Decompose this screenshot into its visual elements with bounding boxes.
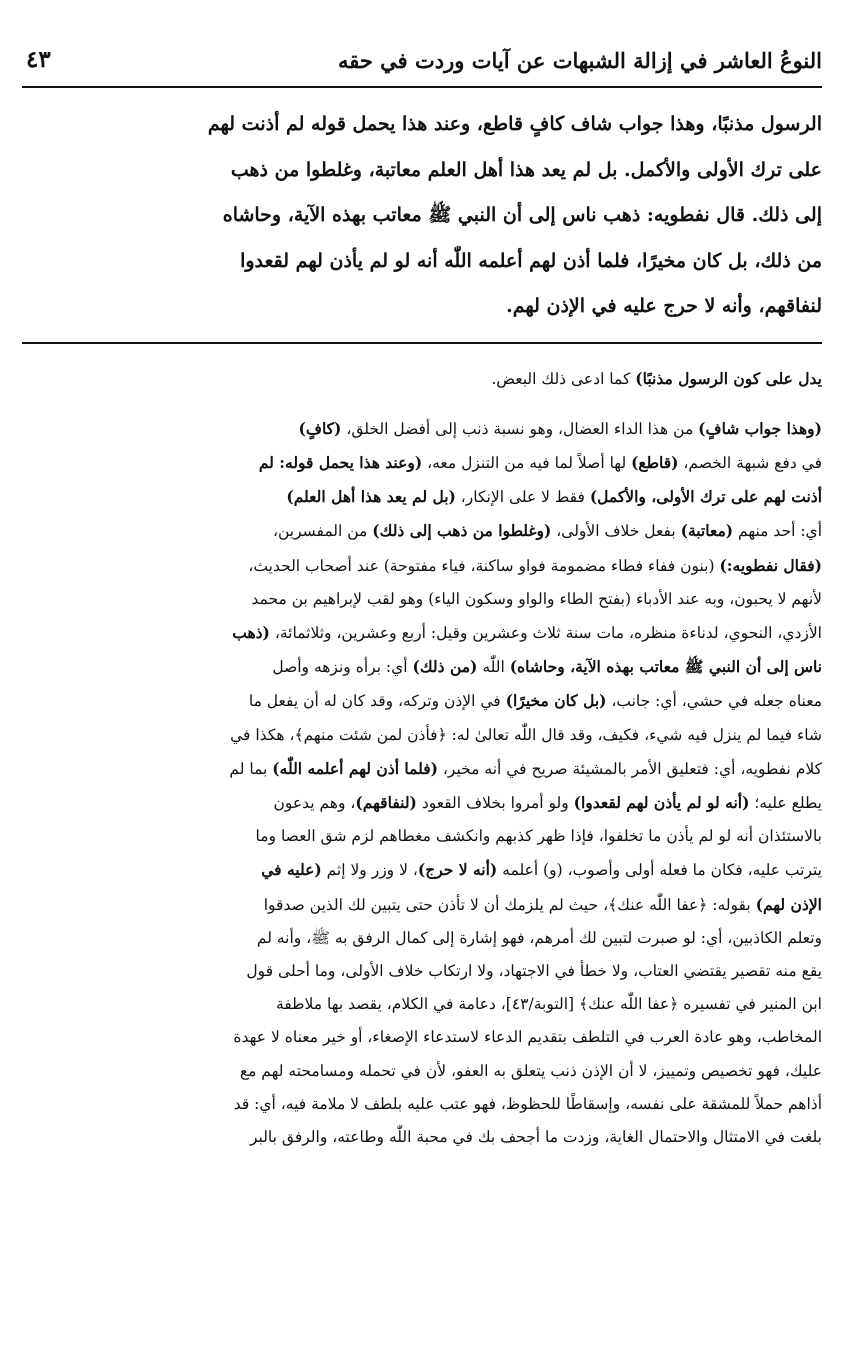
commentary-line [22, 650, 822, 684]
commentary-text: من هذا الداء العضال، وهو نسبة ذنب إلى أفضل الخلق، [341, 419, 699, 438]
commentary-line [22, 616, 822, 650]
commentary-text: أي: برأه ونزهه وأصل [272, 658, 413, 677]
commentary-text: أذاهم حملاً للمشقة على نفسه، وإسقاطًا للحظوظ، فهو عتب عليه بلطف لا ملامة فيه، أي: قد [233, 1094, 822, 1113]
commentary-line [22, 955, 822, 988]
commentary-quoted-text: الإذن لهم) [755, 894, 822, 914]
commentary-text: ولو أمروا بخلاف القعود [416, 793, 574, 812]
commentary-quoted-text: (بل كان مخيرًا) [505, 691, 607, 711]
commentary-line [22, 446, 822, 480]
commentary-text: بما لم [229, 759, 273, 778]
commentary-text: ابن المنير في تفسيره ﴿عفا اللّٰه عنك﴾ [التوبة/٤٣]، دعامة في الكلام، يقصد بها ملاطفة [276, 995, 822, 1014]
main-text-line: الرسول مذنبًا، وهذا جواب شاف كافٍ قاطع، وعند هذا يحمل قوله لم أذنت لهم [207, 113, 822, 135]
commentary-text: ، وهم يدعون [273, 793, 356, 812]
main-text-line: على ترك الأولى والأكمل. بل لم يعد هذا أهل العلم معاتبة، وغلطوا من ذهب [230, 158, 822, 181]
paragraph-gap [22, 396, 822, 412]
commentary-line [22, 752, 822, 786]
commentary-quoted-text: (بل لم يعد هذا أهل العلم) [286, 487, 456, 507]
commentary-text: أي: أحد منهم [733, 522, 822, 541]
commentary-text: فقط لا على الإنكار، [455, 488, 590, 507]
commentary-quoted-text: (ذهب [232, 622, 270, 642]
commentary-text: كما ادعى ذلك البعض. [491, 369, 636, 388]
main-text-line: لنفاقهم، وأنه لا حرج عليه في الإذن لهم. [506, 295, 822, 317]
commentary-text: بلغت في الامتثال والاحتمال الغاية، وزدت ما أجحف بك في محبة اللّٰه وطاعته، والرفق بالبر [249, 1127, 822, 1146]
commentary-quoted-text: (معاتبة) [680, 521, 734, 541]
commentary-line [22, 684, 822, 718]
commentary-text: (بنون ففاء فطاء مضمومة فواو ساكنة، فياء مفتوحة) عند أصحاب الحديث، [248, 556, 720, 575]
commentary-quoted-text: (لنفاقهم) [355, 792, 417, 812]
commentary-text: وتعلم الكاذبين، أي: لو صبرت لتبين لك أمرهم، فهو إشارة إلى كمال الرفق به ﷺ، وأنه لم [256, 928, 822, 947]
commentary-line [22, 719, 822, 752]
commentary-text: عليك، فهو تخصيص وتمييز، لا أن الإذن ذنب يتعلق به العفو، لأن في تحمله ومسامحته لهم مع [239, 1061, 822, 1080]
commentary-block [22, 362, 822, 1155]
commentary-text: الأزدي، النحوي، لدناءة منظره، مات سنة ثلاث وعشرين وقيل: أربع وعشرين، وثلاثمائة، [269, 623, 822, 642]
commentary-quoted-text: (أنه لا حرج) [417, 860, 498, 880]
commentary-line [22, 922, 822, 955]
commentary-line [22, 583, 822, 616]
commentary-line [22, 362, 822, 396]
commentary-line [22, 888, 822, 922]
header-title: النوعُ العاشر في إزالة الشبهات عن آيات وردت في حقه [337, 48, 822, 73]
commentary-line [22, 853, 822, 887]
commentary-line [22, 988, 822, 1021]
document-page [22, 40, 822, 1340]
commentary-line [22, 1088, 822, 1121]
commentary-line [22, 1021, 822, 1054]
commentary-text: بفعل خلاف الأولى، [551, 522, 681, 541]
commentary-line [22, 412, 822, 446]
commentary-text: في الإذن وتركه، وقد كان له أن يفعل ما [248, 692, 506, 711]
main-text-line: إلى ذلك. قال نفطويه: ذهب ناس إلى أن النبي ﷺ معاتب بهذه الآية، وحاشاه [222, 204, 822, 226]
commentary-text: في دفع شبهة الخصم، [678, 453, 822, 472]
section-divider [22, 342, 822, 344]
commentary-line [22, 514, 822, 548]
commentary-text: لأنهم لا يحبون، وبه عند الأدباء (بفتح الطاء والواو وسكون الياء) وهو لقب لإبراهيم بن محمد [251, 589, 822, 608]
commentary-quoted-text: (كافٍ) [298, 418, 342, 438]
commentary-quoted-text: (فقال نفطويه:) [719, 555, 822, 575]
commentary-text: شاء فيما لم ينزل فيه شيء، فكيف، وقد قال اللّٰه تعالىٰ له: ﴿فأذن لمن شئت منهم﴾، هكذا في [230, 725, 822, 744]
commentary-quoted-text: (وهذا جواب شافٍ) [698, 418, 822, 438]
commentary-line [22, 820, 822, 853]
commentary-line [22, 549, 822, 583]
commentary-text: لها أصلاً لما فيه من التنزل معه، [422, 453, 632, 472]
commentary-quoted-text: (أنه لو لم يأذن لهم لقعدوا) [573, 792, 750, 812]
commentary-text: من المفسرين، [273, 522, 373, 541]
commentary-quoted-text: يدل على كون الرسول مذنبًا) [635, 368, 822, 388]
main-text-line: من ذلك، بل كان مخيرًا، فلما أذن لهم أعلمه اللّٰه أنه لو لم يأذن لهم لقعدوا [240, 249, 822, 272]
commentary-quoted-text: أذنت لهم على ترك الأولى، والأكمل) [589, 487, 822, 507]
commentary-text: بقوله: ﴿عفا اللّٰه عنك﴾، حيث لم يلزمك أن لا تأذن حتى يتبين لك الذين صدقوا [263, 895, 756, 914]
commentary-line [22, 480, 822, 514]
commentary-quoted-text: (عليه في [261, 860, 322, 880]
commentary-line [22, 1055, 822, 1088]
commentary-text: يطلع عليه؛ [749, 793, 822, 812]
commentary-text: يقع منه تقصير يقتضي العتاب، ولا خطأ في الاجتهاد، ولا ارتكاب خلاف الأولى، وما أحلى قول [246, 961, 822, 980]
commentary-text: المخاطب، وهو عادة العرب في التلطف بتقديم الدعاء لاستدعاء الإصغاء، أو خير معناه لا عهدة [233, 1028, 822, 1047]
commentary-quoted-text: (قاطع) [631, 452, 679, 472]
commentary-quoted-text: (وغلطوا من ذهب إلى ذلك) [372, 521, 552, 541]
main-text-block [22, 102, 822, 330]
commentary-text: كلام نفطويه، أي: فتعليق الأمر بالمشيئة صريح في أنه مخير، [437, 759, 822, 778]
commentary-quoted-text: (من ذلك) [412, 657, 478, 677]
commentary-quoted-text: (فلما أذن لهم أعلمه اللّٰه) [272, 758, 438, 778]
commentary-text: ، لا وزر ولا إثم [321, 861, 418, 880]
commentary-quoted-text: (وعند هذا يحمل قوله: لم [258, 452, 423, 472]
commentary-text: بالاستئذان أنه لو لم يأذن ما تخلفوا، فإذا ظهر كذبهم وانكشف مغطاهم لزم شق العصا وما [255, 827, 822, 846]
page-number: ٤٣ [26, 46, 51, 73]
commentary-text: اللّٰه [477, 658, 510, 677]
commentary-text: يترتب عليه، فكان ما فعله أولى وأصوب، (و) أعلمه [497, 861, 822, 880]
commentary-quoted-text: ناس إلى أن النبي ﷺ معاتب بهذه الآية، وحاشاه) [509, 657, 822, 677]
commentary-line [22, 1121, 822, 1154]
commentary-text: معناه جعله في حشي، أي: جانب، [606, 692, 822, 711]
running-header [22, 40, 822, 88]
commentary-line [22, 786, 822, 820]
